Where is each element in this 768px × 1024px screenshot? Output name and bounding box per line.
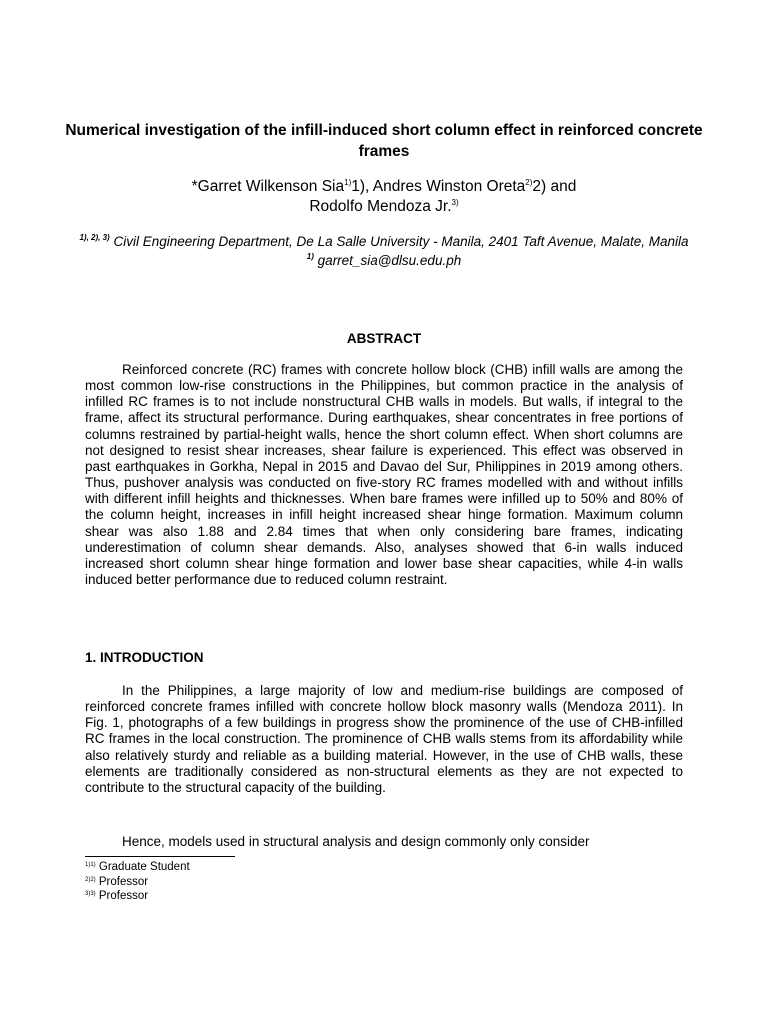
author-1-sup: 1) [344,178,352,187]
author-3-name: Rodolfo Mendoza Jr. [309,198,452,215]
author-1-name: *Garret Wilkenson Sia [191,178,345,195]
footnote-2-text: Professor [98,875,149,888]
footnote-divider [85,856,235,857]
author-list [60,177,708,217]
email-sup: 1) [306,252,314,261]
introduction-paragraph-1: In the Philippines, a large majority of low and medium-rise buildings are composed of reinforced concrete frames infilled with concrete hollow block masonry walls (Mendoza 2011). In Fig. 1, photographs of a few buildings in progress show the prominence of the use of CHB-infilled RC frames in the local construction. The prominence of CHB walls stems from its affordability while also relatively sturdy and reliable as a building material. However, in the use of CHB walls, these elements are traditionally considered as non-structural elements as they are not expected to contribute to the structural capacity of the building. [85,683,683,795]
affiliation-text: Civil Engineering Department, De La Salle University - Manila, 2401 Taft Avenue, Malate, Manila [113,234,689,249]
author-2-suffix: 2) and [532,178,577,195]
footnote-2-sup: 2)2) [85,876,96,883]
affiliation [60,232,708,270]
introduction-heading: 1. INTRODUCTION [85,650,204,665]
footnote-1-text: Graduate Student [98,861,190,873]
footnote-1-sup: 1)1) [85,862,96,868]
footnote-3-sup: 3)3) [85,891,96,897]
paper-title: Numerical investigation of the infill-induced short column effect in reinforced concrete frames [65,122,703,160]
abstract-text: Reinforced concrete (RC) frames with concrete hollow block (CHB) infill walls are among the most common low-rise constructions in the Philippines, but common practice in the analysis of infilled RC frames is to not include nonstructural CHB walls in models. But walls, if integral to the frame, affect its structural performance. During earthquakes, shear concentrates in free portions of columns restrained by partial-height walls, hence the short column effect. When short columns are not designed to resist shear increases, shear failure is experienced. This effect was observed in past earthquakes in Gorkha, Nepal in 2015 and Davao del Sur, Philippines in 2019 among others. Thus, pushover analysis was conducted on five-story RC frames modelled with and without infills with different infill heights and thicknesses. When bare frames were infilled up to 50% and 80% of the column height, increases in infill height increased shear hinge formation. Maximum column shear was also 1.88 and 2.84 times that when only considering bare frames, indicating underestimation of column shear demands. Also, analyses showed that 6-in walls induced increased short column shear hinge formation and lower base shear capacities, while 4-in walls induced better performance due to reduced column restraint. [85,362,683,588]
affiliation-sup: 1), 2), 3) [79,233,110,242]
introduction-paragraph-2: Hence, models used in structural analysis and design commonly only consider [122,834,590,849]
abstract-heading: ABSTRACT [346,331,422,346]
footnote-3 [85,889,190,904]
email-address: garret_sia@dlsu.edu.ph [317,253,462,268]
footnote-3-text: Professor [98,890,149,902]
footnote-2 [85,875,190,890]
author-1-suffix: 1), [351,178,373,195]
author-2-sup: 2) [525,178,533,187]
footnotes [85,860,190,904]
author-3-sup: 3) [451,198,459,207]
footnote-1 [85,860,190,875]
author-2-name: Andres Winston Oreta [372,178,526,195]
